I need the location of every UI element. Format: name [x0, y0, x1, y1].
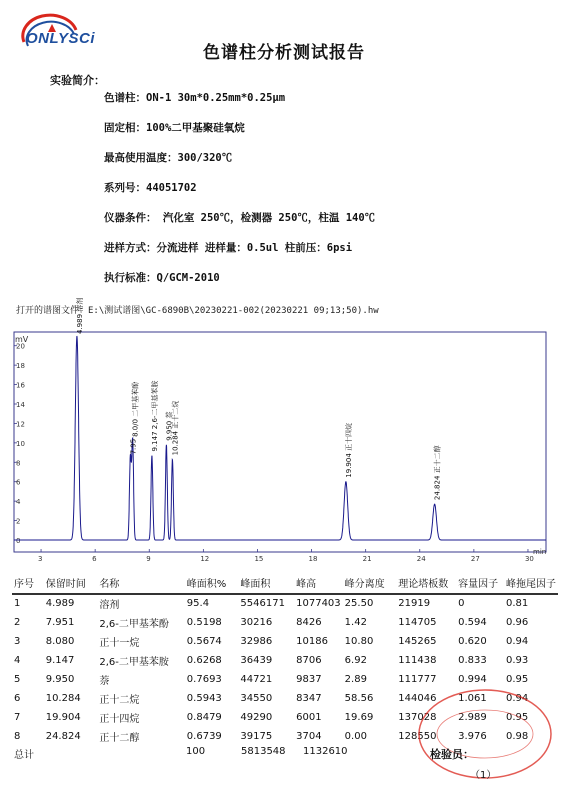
table-cell: 19.69 — [344, 712, 374, 723]
peak-label: 7.95 — [129, 438, 138, 455]
table-cell: 4 — [14, 655, 21, 666]
col-tailing: 峰拖尾因子 — [504, 572, 558, 594]
plot-frame — [14, 332, 546, 552]
logo-text: ONLYSCi — [26, 30, 96, 47]
total-height: 1132610 — [303, 746, 348, 757]
peak-label: 9.147 2,6-二甲基苯胺 — [150, 380, 159, 452]
table-cell: 0.6739 — [186, 731, 222, 742]
table-cell: 3704 — [296, 731, 322, 742]
x-tick-label: 6 — [92, 555, 97, 563]
peak-label: 24.824 正十二醇 — [433, 445, 442, 501]
table-cell: 8.080 — [45, 636, 75, 647]
table-cell: 19.904 — [45, 712, 81, 723]
x-tick-label: 9 — [146, 555, 151, 563]
table-cell: 49290 — [240, 712, 273, 723]
table-cell: 3.976 — [458, 731, 487, 742]
table-cell: 0 — [458, 598, 465, 609]
peak-label: 9.950 萘 — [165, 411, 174, 441]
peak-label: 19.904 正十四烷 — [344, 422, 353, 478]
table-cell: 4.989 — [45, 598, 75, 609]
y-tick-label: 14 — [16, 401, 25, 409]
table-cell: 30216 — [240, 617, 273, 628]
table-cell: 1.42 — [344, 617, 367, 628]
info-column: 色谱柱：ON-1 30m*0.25mm*0.25μm — [104, 92, 286, 104]
info-injection: 进样方式：分流进样 进样量：0.5ul 柱前压：6psi — [104, 242, 353, 254]
table-row — [12, 651, 558, 670]
x-tick-label: 12 — [200, 555, 210, 563]
y-tick-label: 12 — [16, 420, 25, 429]
table-cell: 8 — [14, 731, 21, 742]
table-cell: 2,6-二甲基苯胺 — [99, 657, 169, 668]
table-cell: 144046 — [398, 693, 437, 704]
col-index: 序号 — [12, 572, 44, 594]
y-tick-label: 8 — [16, 459, 21, 468]
peak-label: 8.0/0 二甲基苯酚 — [131, 381, 140, 437]
total-area-pct: 100 — [186, 746, 206, 757]
col-retention-time: 保留时间 — [44, 572, 98, 594]
table-cell: 24.824 — [45, 731, 81, 742]
y-tick-label: 2 — [16, 517, 21, 526]
peak-label: 4.989 溶剂 — [75, 297, 84, 334]
peak-label: 10.284 正十二烷 — [171, 400, 180, 456]
table-row — [12, 594, 558, 614]
table-cell: 34550 — [240, 693, 273, 704]
x-tick-label: 15 — [254, 555, 264, 563]
table-cell: 萘 — [99, 676, 110, 687]
table-cell: 0.594 — [458, 617, 487, 628]
table-cell: 32986 — [240, 636, 273, 647]
table-cell: 正十四烷 — [99, 714, 140, 725]
table-rule — [12, 594, 558, 595]
page-number: （1） — [470, 770, 497, 781]
info-instrument: 仪器条件： 汽化室 250℃，检测器 250℃，柱温 140℃ — [104, 212, 376, 224]
table-cell: 1 — [14, 598, 21, 609]
table-cell: 0.94 — [506, 693, 529, 704]
table-cell: 6 — [14, 693, 21, 704]
table-cell: 8706 — [296, 655, 322, 666]
table-cell: 111438 — [398, 655, 437, 666]
table-cell: 0.95 — [506, 674, 529, 685]
col-area-pct: 峰面积% — [185, 572, 239, 594]
col-height: 峰高 — [294, 572, 343, 594]
table-cell: 正十二醇 — [99, 733, 140, 744]
chromatogram-trace — [14, 336, 546, 540]
info-stationary-phase: 固定相：100%二甲基聚硅氧烷 — [104, 122, 245, 134]
x-tick-label: 24 — [416, 555, 426, 563]
table-cell: 0.994 — [458, 674, 487, 685]
table-cell: 7 — [14, 712, 21, 723]
y-tick-label: 18 — [16, 362, 25, 371]
x-tick-label: 27 — [470, 555, 480, 563]
table-cell: 9.950 — [45, 674, 75, 685]
table-cell: 0.5674 — [186, 636, 222, 647]
col-resolution: 峰分离度 — [343, 572, 397, 594]
table-cell: 44721 — [240, 674, 273, 685]
x-tick-label: 3 — [38, 555, 43, 563]
table-row — [12, 632, 558, 651]
y-tick-label: 20 — [16, 342, 25, 351]
inspector-label: 检验员： — [430, 748, 474, 761]
y-tick-label: 6 — [16, 478, 21, 487]
table-cell: 9.147 — [45, 655, 75, 666]
table-cell: 0.95 — [506, 712, 529, 723]
table-cell: 1.061 — [458, 693, 487, 704]
table-cell: 36439 — [240, 655, 273, 666]
table-cell: 0.8479 — [186, 712, 222, 723]
table-cell: 正十一烷 — [99, 638, 140, 649]
info-max-temp: 最高使用温度：300/320℃ — [104, 152, 233, 164]
table-cell: 145265 — [398, 636, 437, 647]
table-cell: 39175 — [240, 731, 273, 742]
table-cell: 0.00 — [344, 731, 367, 742]
table-cell: 0.7693 — [186, 674, 222, 685]
table-cell: 9837 — [296, 674, 322, 685]
table-cell: 21919 — [398, 598, 431, 609]
report-title: 色谱柱分析测试报告 — [203, 43, 365, 63]
total-area: 5813548 — [241, 746, 286, 757]
file-path: 打开的谱图文件：E:\测试谱图\GC-6890B\20230221-002(20230221 09;13;50).hw — [16, 306, 379, 316]
table-cell: 8347 — [296, 693, 322, 704]
table-cell: 6001 — [296, 712, 322, 723]
table-cell: 5 — [14, 674, 21, 685]
table-cell: 137028 — [398, 712, 437, 723]
table-cell: 2,6-二甲基苯酚 — [99, 619, 169, 630]
table-cell: 溶剂 — [99, 600, 120, 611]
table-cell: 0.5198 — [186, 617, 222, 628]
table-cell: 0.81 — [506, 598, 529, 609]
table-cell: 5546171 — [240, 598, 285, 609]
info-serial: 系列号：44051702 — [104, 182, 197, 194]
table-cell: 6.92 — [344, 655, 367, 666]
table-cell: 10.284 — [45, 693, 81, 704]
table-cell: 2.989 — [458, 712, 487, 723]
y-tick-label: 0 — [16, 537, 21, 545]
col-plates: 理论塔板数 — [396, 572, 456, 594]
x-tick-label: 18 — [308, 555, 318, 563]
table-cell: 正十二烷 — [99, 695, 140, 706]
table-cell: 58.56 — [344, 693, 374, 704]
table-cell: 0.96 — [506, 617, 529, 628]
table-cell: 8426 — [296, 617, 322, 628]
section-label: 实验简介： — [50, 74, 105, 87]
table-cell: 128550 — [398, 731, 437, 742]
y-tick-label: 4 — [16, 498, 21, 507]
table-cell: 0.6268 — [186, 655, 222, 666]
table-cell: 114705 — [398, 617, 437, 628]
table-cell: 10.80 — [344, 636, 374, 647]
y-tick-label: 16 — [16, 381, 25, 390]
table-cell: 95.4 — [186, 598, 210, 609]
col-area: 峰面积 — [238, 572, 294, 594]
col-capacity: 容量因子 — [456, 572, 504, 594]
table-cell: 0.94 — [506, 636, 529, 647]
table-cell: 25.50 — [344, 598, 374, 609]
x-axis-unit: min — [533, 548, 547, 556]
table-cell: 0.833 — [458, 655, 487, 666]
table-cell: 0.5943 — [186, 693, 222, 704]
y-tick-label: 10 — [16, 439, 25, 448]
table-cell: 0.93 — [506, 655, 529, 666]
table-cell: 0.98 — [506, 731, 529, 742]
table-cell: 7.951 — [45, 617, 75, 628]
table-cell: 1077403 — [296, 598, 341, 609]
table-cell: 2.89 — [344, 674, 367, 685]
table-cell: 3 — [14, 636, 21, 647]
y-axis-label: mV — [15, 335, 29, 344]
table-header-row — [12, 572, 558, 594]
table-row — [12, 613, 558, 632]
x-tick-label: 30 — [524, 555, 534, 563]
info-standard: 执行标准：Q/GCM-2010 — [104, 272, 220, 284]
col-name: 名称 — [97, 572, 184, 594]
table-cell: 111777 — [398, 674, 437, 685]
table-cell: 0.620 — [458, 636, 487, 647]
table-cell: 10186 — [296, 636, 328, 647]
x-tick-label: 21 — [362, 555, 372, 563]
table-cell: 2 — [14, 617, 21, 628]
total-label: 总计 — [14, 750, 34, 761]
